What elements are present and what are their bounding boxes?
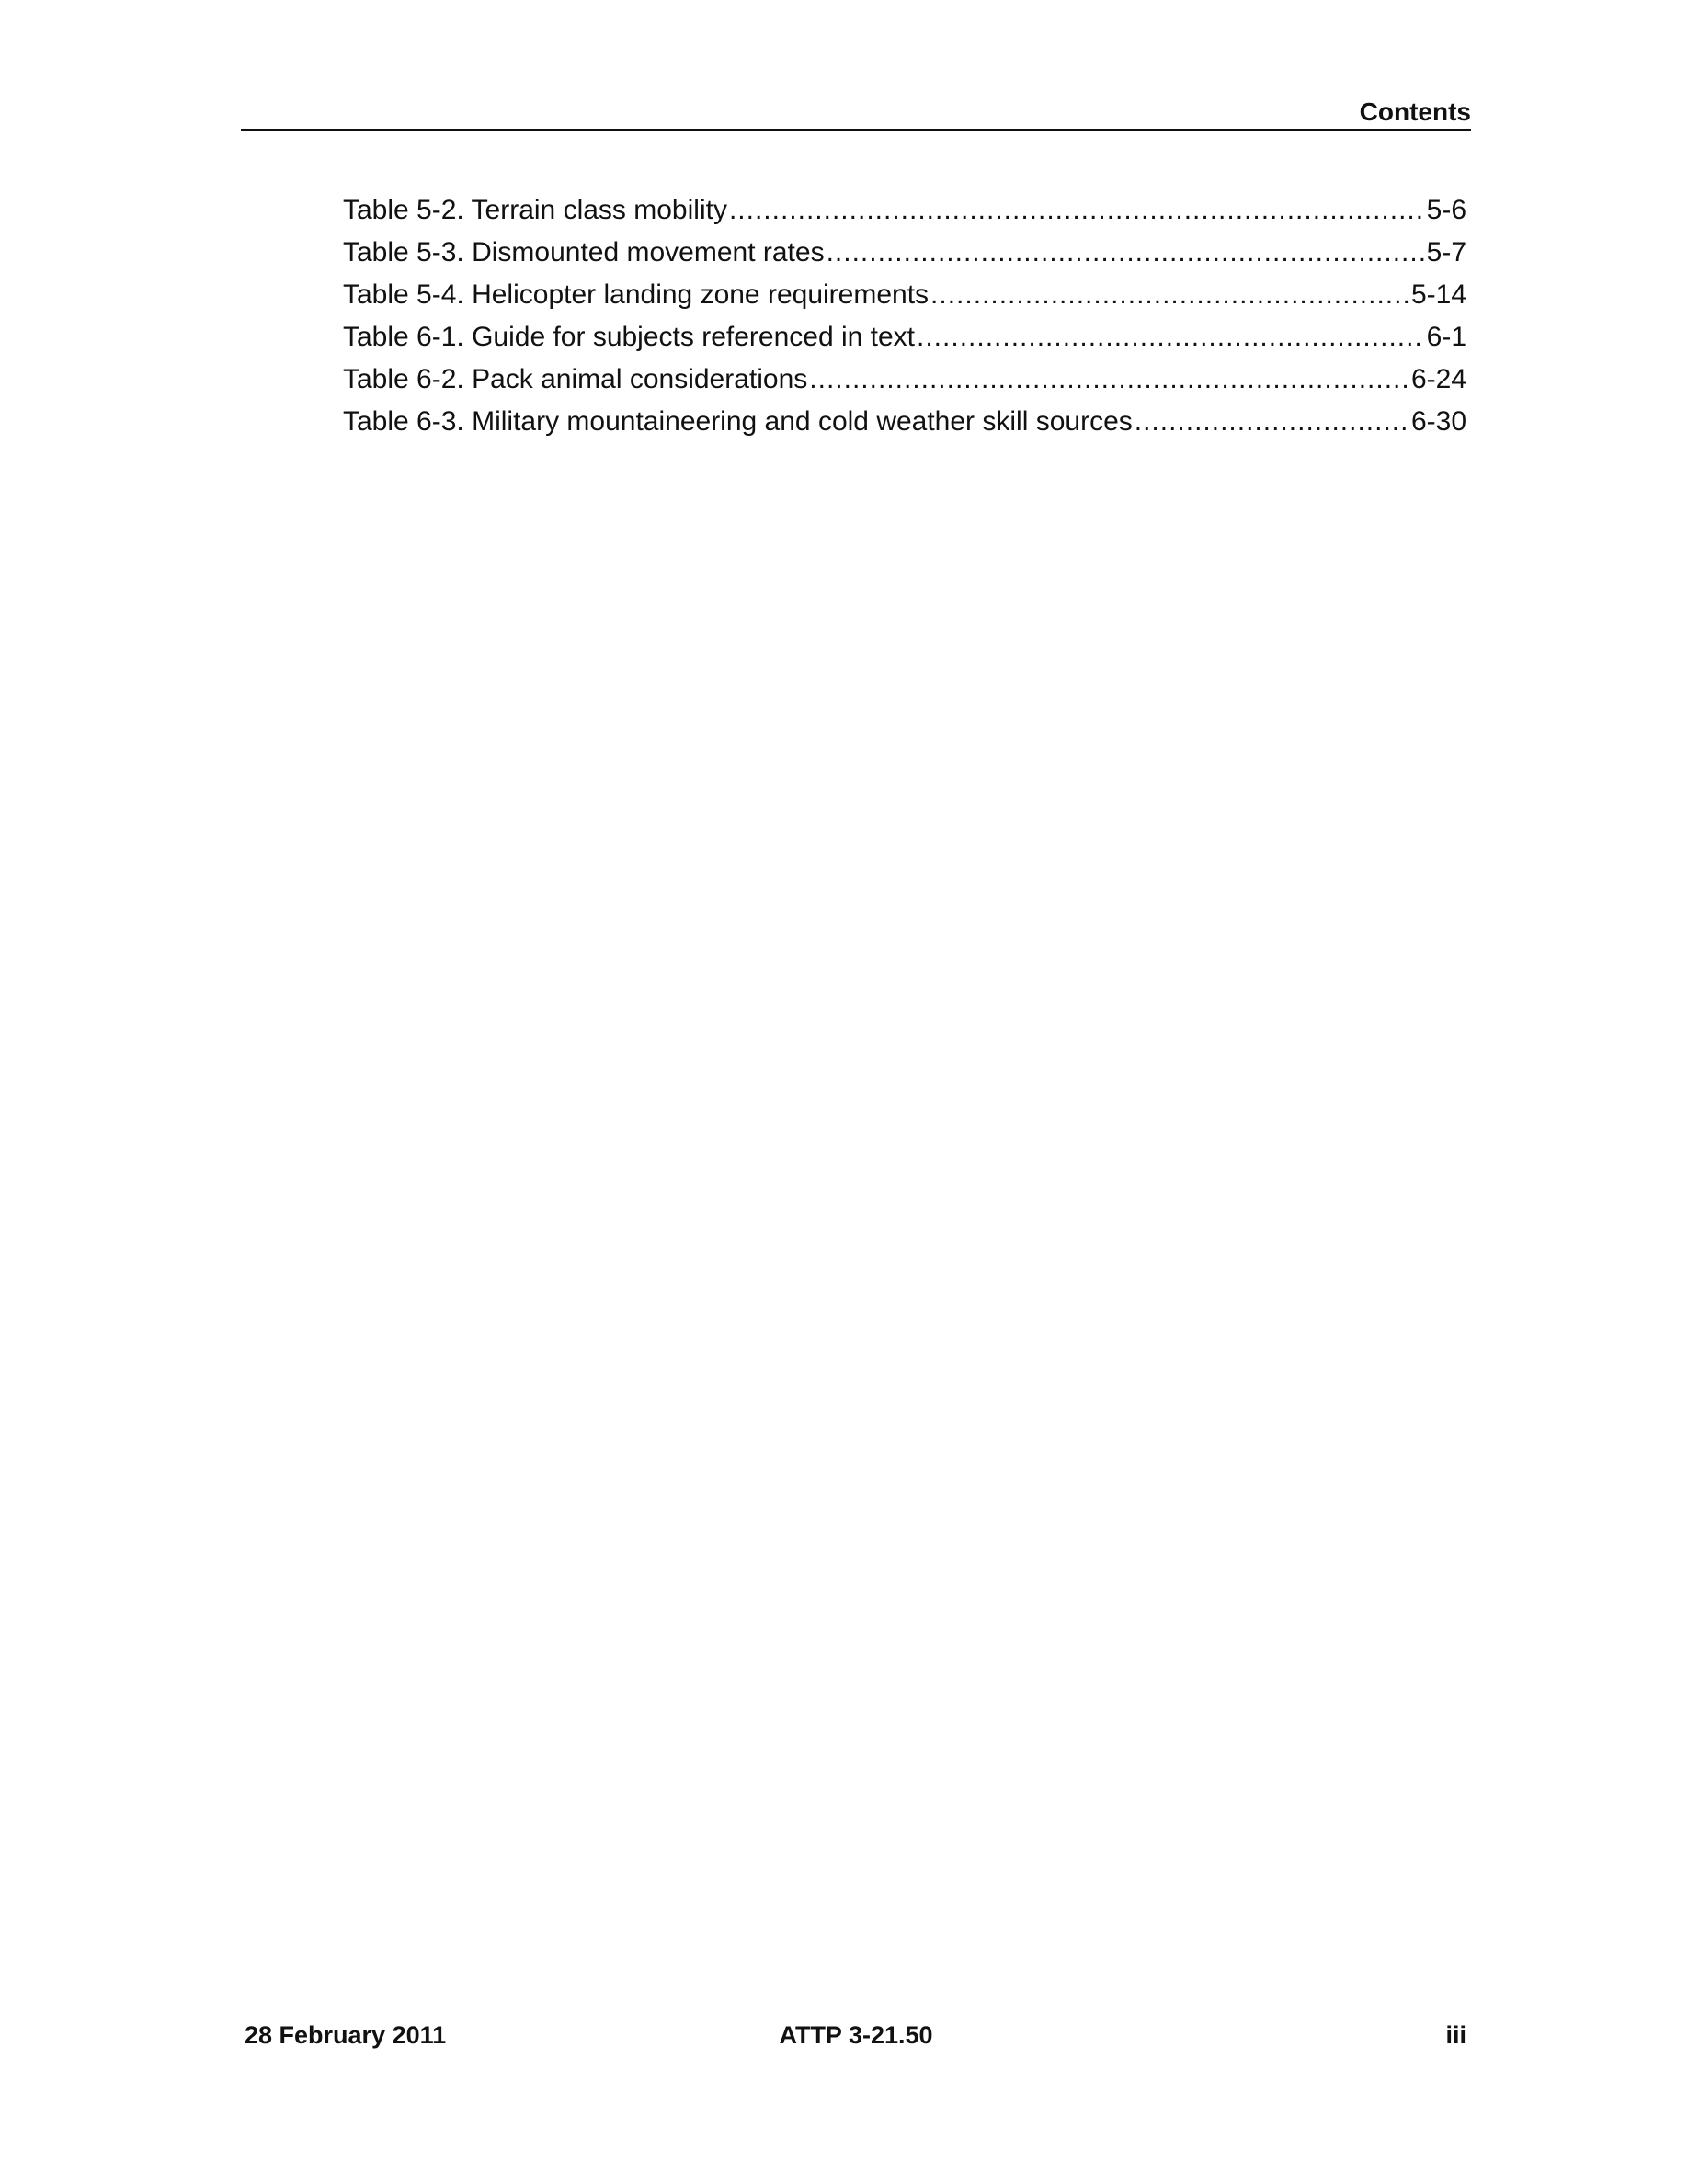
toc-entry-title: Table 5-4. Helicopter landing zone requirements	[343, 279, 930, 310]
toc-entry[interactable]	[343, 406, 1466, 449]
dot-leader	[1135, 406, 1409, 438]
toc-entry-page: 6-30	[1410, 406, 1466, 437]
dot-leader	[809, 364, 1409, 395]
toc-entry[interactable]	[343, 322, 1466, 364]
footer-publication-id: ATTP 3-21.50	[779, 2021, 933, 2049]
toc-entry-page: 6-1	[1426, 322, 1466, 352]
footer-date: 28 February 2011	[245, 2021, 447, 2049]
table-of-contents-list	[343, 195, 1466, 449]
dot-leader	[917, 322, 1425, 353]
dot-leader	[729, 195, 1425, 226]
toc-entry-title: Table 5-2. Terrain class mobility	[343, 195, 727, 225]
toc-entry-title: Table 6-3. Military mountaineering and cold weather skill sources	[343, 406, 1133, 437]
dot-leader	[930, 279, 1409, 311]
toc-entry-title: Table 6-2. Pack animal considerations	[343, 364, 808, 394]
toc-entry[interactable]	[343, 237, 1466, 279]
toc-entry[interactable]	[343, 279, 1466, 322]
footer-page-number: iii	[1445, 2021, 1466, 2049]
toc-entry[interactable]	[343, 195, 1466, 237]
toc-entry-page: 5-14	[1410, 279, 1466, 310]
toc-entry-page: 5-7	[1426, 237, 1466, 267]
toc-entry-page: 6-24	[1410, 364, 1466, 394]
dot-leader	[827, 237, 1425, 268]
running-head-title: Contents	[1359, 97, 1471, 126]
toc-entry-page: 5-6	[1426, 195, 1466, 225]
header-rule	[241, 129, 1471, 131]
toc-entry[interactable]	[343, 364, 1466, 406]
toc-entry-title: Table 6-1. Guide for subjects referenced in text	[343, 322, 916, 352]
toc-entry-title: Table 5-3. Dismounted movement rates	[343, 237, 825, 267]
